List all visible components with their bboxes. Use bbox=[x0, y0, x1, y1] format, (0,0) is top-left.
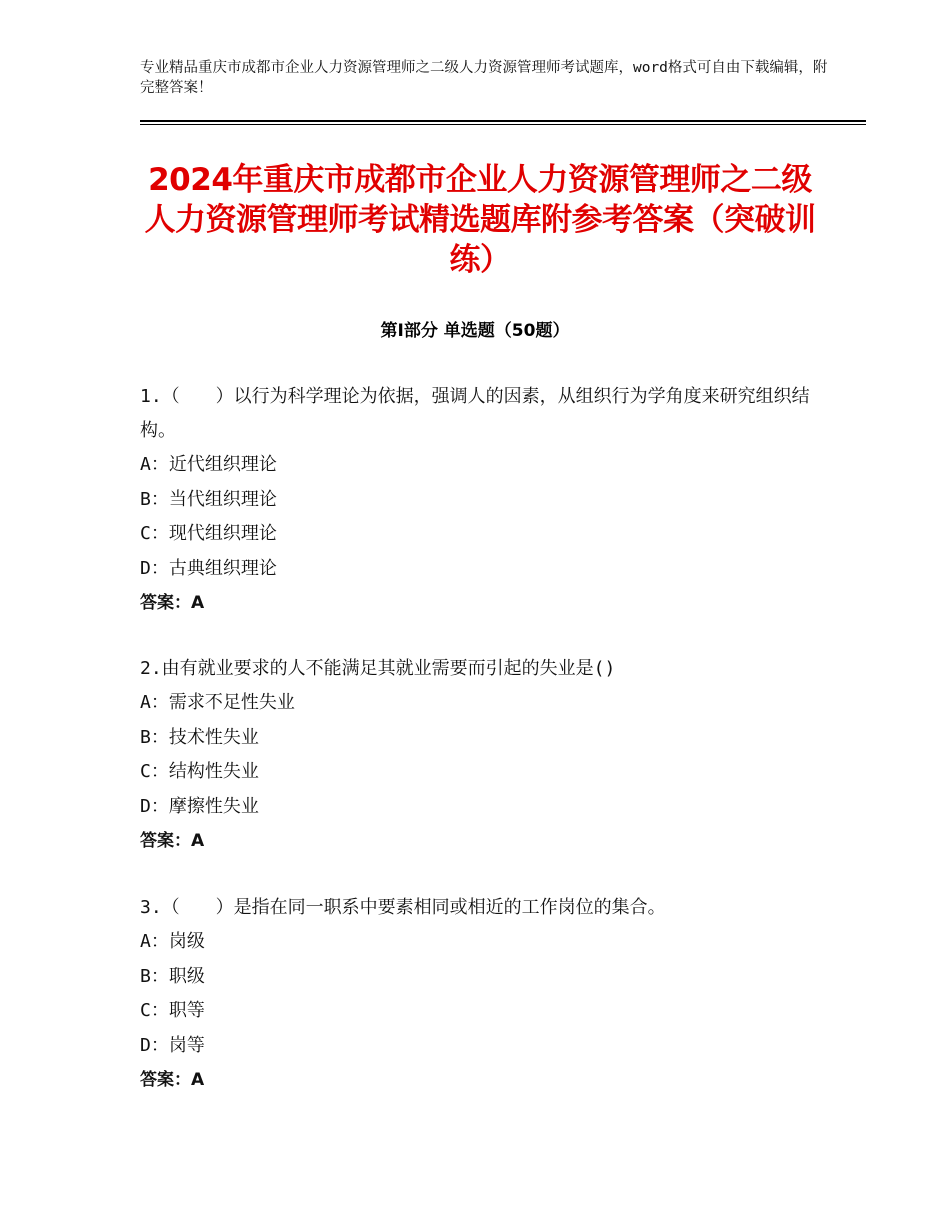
option-d: D：岗等 bbox=[140, 1034, 205, 1056]
section-heading: 第Ⅰ部分 单选题（50题） bbox=[380, 321, 570, 341]
question-3 bbox=[140, 891, 820, 1097]
document-title: 2024年重庆市成都市企业人力资源管理师之二级人力资源管理师考试精选题库附参考答案（突破训练） bbox=[144, 162, 816, 278]
question-stem: 2.由有就业要求的人不能满足其就业需要而引起的失业是() bbox=[140, 658, 616, 679]
header-note: 专业精品重庆市成都市企业人力资源管理师之二级人力资源管理师考试题库，word格式可自由下载编辑，附完整答案！ bbox=[140, 60, 828, 96]
option-a: A：岗级 bbox=[140, 931, 205, 952]
option-c: C：结构性失业 bbox=[140, 761, 259, 782]
question-2 bbox=[140, 652, 820, 858]
question-stem: 1.（ ）以行为科学理论为依据，强调人的因素，从组织行为学角度来研究组织结构。 bbox=[140, 386, 810, 441]
answer: 答案：A bbox=[140, 1070, 205, 1090]
option-b: B：当代组织理论 bbox=[140, 488, 277, 510]
header-divider-thin bbox=[140, 124, 866, 125]
option-a: A：需求不足性失业 bbox=[140, 692, 295, 713]
option-d: D：古典组织理论 bbox=[140, 557, 277, 579]
option-a: A：近代组织理论 bbox=[140, 454, 277, 475]
answer: 答案：A bbox=[140, 593, 205, 613]
option-c: C：职等 bbox=[140, 1000, 205, 1021]
option-d: D：摩擦性失业 bbox=[140, 795, 259, 817]
answer: 答案：A bbox=[140, 831, 205, 851]
option-b: B：技术性失业 bbox=[140, 726, 259, 748]
option-b: B：职级 bbox=[140, 965, 205, 987]
question-1 bbox=[140, 380, 820, 620]
option-c: C：现代组织理论 bbox=[140, 523, 277, 544]
header-divider bbox=[140, 120, 866, 122]
question-stem: 3.（ ）是指在同一职系中要素相同或相近的工作岗位的集合。 bbox=[140, 897, 666, 918]
